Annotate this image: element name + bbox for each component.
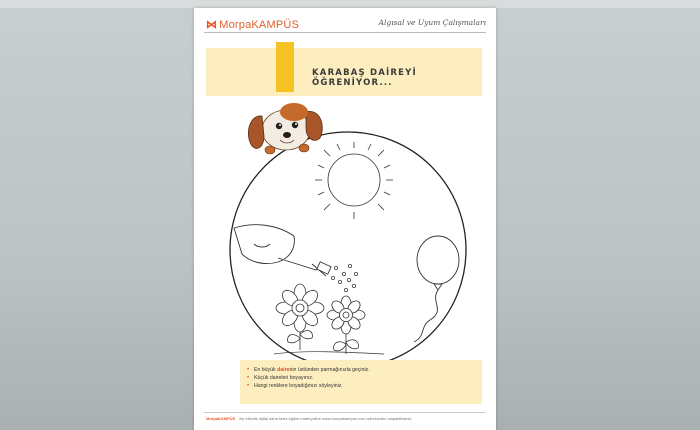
section-title: Algısal ve Uyum Çalışmaları: [378, 18, 486, 27]
top-band: [0, 0, 700, 8]
instruction-item: • Küçük daireleri boyayınız.: [254, 374, 482, 382]
instruction-item: • En büyük dairenin üstünden parmağınızla geçiniz.: [254, 366, 482, 374]
instruction-item: • Hangi renklere boyadığınızı söyleyiniz.: [254, 382, 482, 390]
instructions-box: [240, 360, 482, 404]
butterfly-logo-icon: ⋈: [206, 19, 218, 31]
logo-text: MorpaKAMPÜS: [219, 19, 300, 31]
footer-text: Bu etkinlik dijital daha fazla eğitim materyaline www.morpakampus.com adresinden ulaşabilirsiniz.: [239, 416, 413, 421]
footer-divider: [204, 412, 486, 413]
footer-logo: MorpaKAMPÜS: [206, 416, 236, 421]
worksheet-page: [194, 8, 496, 430]
footer: [206, 416, 413, 421]
activity-title: KARABAŞ DAİREYİ ÖĞRENİYOR...: [312, 68, 417, 88]
